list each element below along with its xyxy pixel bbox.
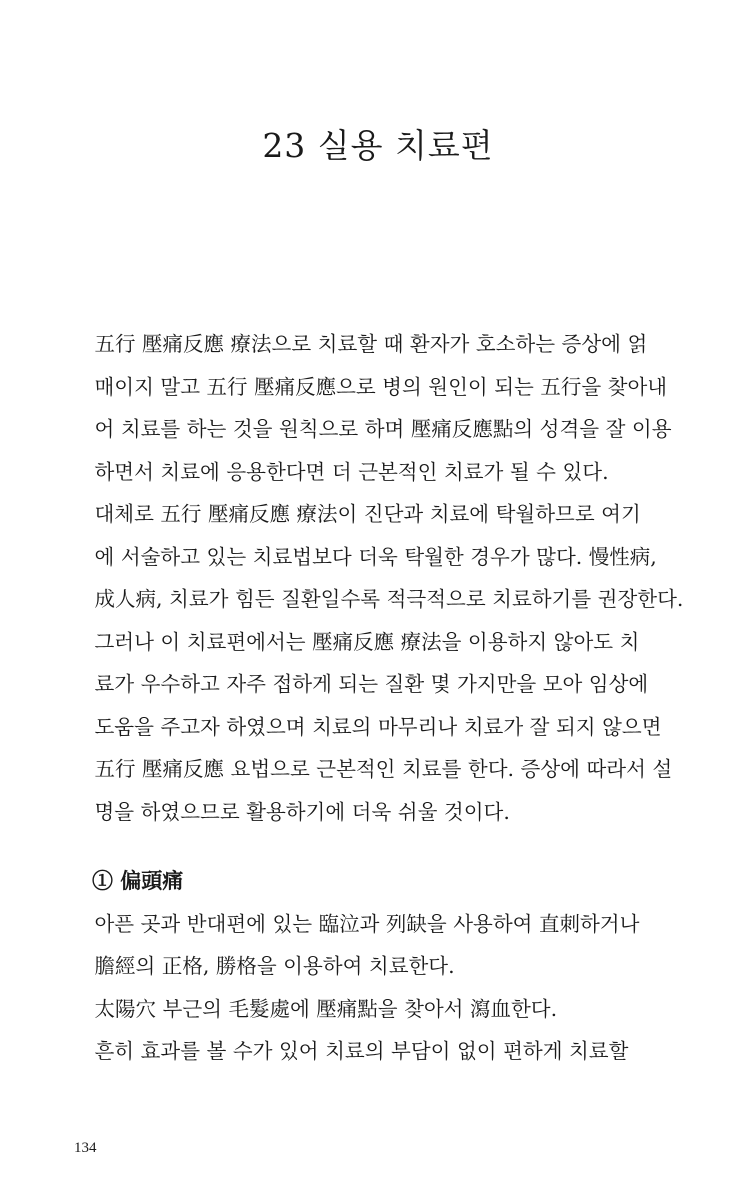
section-paragraph-3	[74, 1030, 692, 1073]
text-line: 五行 壓痛反應 療法으로 치료할 때 환자가 호소하는 증상에 얽	[94, 332, 648, 356]
section-paragraph-1	[74, 903, 692, 988]
text-line: 太陽穴 부근의 毛髮處에 壓痛點을 찾아서 瀉血한다.	[94, 996, 558, 1021]
text-line: 成人病, 치료가 힘든 질환일수록 적극적으로 치료하기를 권장한다.	[94, 587, 684, 611]
section-heading: ① 偏頭痛	[92, 868, 184, 893]
page-number: 134	[74, 1140, 97, 1156]
text-line: 에 서술하고 있는 치료법보다 더욱 탁월한 경우가 많다. 慢性病,	[94, 544, 657, 569]
text-line: 하면서 치료에 응용한다면 더 근본적인 치료가 될 수 있다.	[94, 459, 609, 484]
text-line: 명을 하였으므로 활용하기에 더욱 쉬울 것이다.	[94, 799, 510, 824]
intro-paragraph-3	[74, 621, 692, 834]
text-line: 아픈 곳과 반대편에 있는 臨泣과 列缺을 사용하여 直刺하거나	[94, 911, 640, 936]
section-migraine	[74, 860, 692, 1073]
text-line: 어 치료를 하는 것을 원칙으로 하며 壓痛反應點의 성격을 잘 이용	[94, 417, 672, 441]
intro-text	[74, 323, 692, 833]
section-paragraph-2	[74, 988, 692, 1031]
text-line: 五行 壓痛反應 요법으로 근본적인 치료를 한다. 증상에 따라서 설	[94, 757, 673, 781]
text-line: 매이지 말고 五行 壓痛反應으로 병의 원인이 되는 五行을 찾아내	[94, 374, 668, 399]
text-line: 대체로 五行 壓痛反應 療法이 진단과 치료에 탁월하므로 여기	[94, 502, 641, 526]
intro-paragraph-1	[74, 323, 692, 493]
text-line: 흔히 효과를 볼 수가 있어 치료의 부담이 없이 편하게 치료할	[94, 1039, 629, 1063]
text-line: 그러나 이 치료편에서는 壓痛反應 療法을 이용하지 않아도 치	[94, 629, 640, 654]
text-line: 도움을 주고자 하였으며 치료의 마무리나 치료가 잘 되지 않으면	[94, 714, 662, 739]
text-line: 료가 우수하고 자주 접하게 되는 질환 몇 가지만을 모아 임상에	[94, 672, 649, 696]
intro-paragraph-2	[74, 493, 692, 621]
chapter-title: 23 실용 치료편	[262, 126, 494, 165]
text-line: 膽經의 正格, 勝格을 이용하여 치료한다.	[94, 954, 455, 978]
